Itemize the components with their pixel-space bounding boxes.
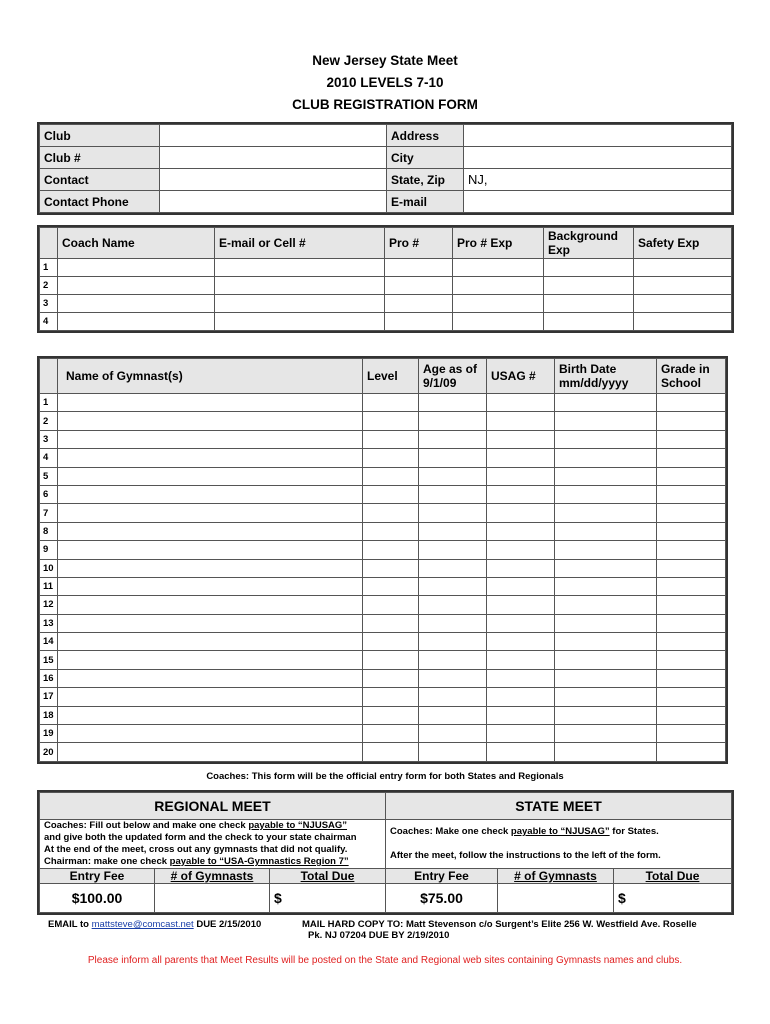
gymnast-cell[interactable] [657,688,726,706]
address-label: Address [387,125,464,147]
gymnast-cell[interactable] [363,412,419,430]
gymnast-row [40,651,726,669]
gymnast-cell[interactable] [363,596,419,614]
gymnast-cell[interactable] [419,467,487,485]
gymnast-row [40,743,726,761]
gymnast-cell[interactable] [58,541,363,559]
coach-cell[interactable] [453,313,544,331]
gymnast-cell[interactable] [58,614,363,632]
gymnast-cell[interactable] [657,394,726,412]
gymnast-cell[interactable] [555,522,657,540]
gymnast-cell[interactable] [363,430,419,448]
coach-row [40,313,732,331]
gymnast-row-number: 9 [40,541,58,559]
coach-cell[interactable] [215,313,385,331]
gymnast-cell[interactable] [555,559,657,577]
gymnast-cell[interactable] [555,688,657,706]
mail-instructions: MAIL HARD COPY TO: Matt Stevenson c/o Surgent’s Elite 256 W. Westfield Ave. Roselle Pk. NJ 07204 DUE BY 2/19/2010 [302,919,697,941]
gymnast-cell[interactable] [487,430,555,448]
state-total-due-header: Total Due [614,869,732,884]
gymnast-col-header: Level [363,359,419,394]
gymnast-cell[interactable] [555,614,657,632]
coach-cell[interactable] [58,313,215,331]
gymnast-cell[interactable] [487,485,555,503]
gymnast-cell[interactable] [363,651,419,669]
gymnast-cell[interactable] [555,725,657,743]
gymnast-cell[interactable] [419,430,487,448]
gymnast-row [40,522,726,540]
gymnast-cell[interactable] [487,467,555,485]
coach-cell[interactable] [385,277,453,295]
gymnast-row [40,688,726,706]
gymnast-cell[interactable] [487,559,555,577]
gymnast-cell[interactable] [657,651,726,669]
gymnast-row-number: 13 [40,614,58,632]
gymnast-cell[interactable] [487,596,555,614]
club-field[interactable] [160,125,387,147]
gymnast-cell[interactable] [58,725,363,743]
gymnast-cell[interactable] [419,412,487,430]
gymnast-row-number: 17 [40,688,58,706]
gymnast-cell[interactable] [419,743,487,761]
coach-cell[interactable] [453,295,544,313]
state-entry-fee: $75.00 [386,884,498,913]
state-zip-field[interactable]: NJ, [464,169,732,191]
gymnast-col-header: USAG # [487,359,555,394]
gymnast-cell[interactable] [555,743,657,761]
gymnast-col-header: Birth Date mm/dd/yyyy [555,359,657,394]
gymnast-row-number: 20 [40,743,58,761]
gymnast-cell[interactable] [657,725,726,743]
gymnast-cell[interactable] [58,651,363,669]
gymnast-cell[interactable] [487,577,555,595]
gymnast-cell[interactable] [419,633,487,651]
gymnast-cell[interactable] [487,449,555,467]
regional-meet-title: REGIONAL MEET [40,793,386,820]
gymnast-cell[interactable] [419,541,487,559]
club-number-field[interactable] [160,147,387,169]
coach-cell[interactable] [215,295,385,313]
gymnast-col-header: Age as of 9/1/09 [419,359,487,394]
email-label: E-mail [387,191,464,213]
gymnast-cell[interactable] [487,614,555,632]
gymnast-row-number: 5 [40,467,58,485]
coach-cell[interactable] [544,295,634,313]
gymnast-cell[interactable] [657,541,726,559]
gymnast-cell[interactable] [487,651,555,669]
coach-cell[interactable] [634,313,732,331]
coach-row-number: 2 [40,277,58,295]
coach-cell[interactable] [385,259,453,277]
state-instructions: Coaches: Make one check payable to “NJUSAG” for States. After the meet, follow the instructions to the left of the form. [386,820,732,869]
gymnast-cell[interactable] [657,706,726,724]
gymnast-cell[interactable] [555,651,657,669]
gymnast-cell[interactable] [657,596,726,614]
gymnast-cell[interactable] [555,412,657,430]
coaches-note: Coaches: This form will be the official entry form for both States and Regionals [206,771,564,782]
gymnast-cell[interactable] [555,394,657,412]
state-num-gymnasts-header: # of Gymnasts [498,869,614,884]
gymnast-row-number: 18 [40,706,58,724]
coach-cell[interactable] [634,259,732,277]
gymnast-cell[interactable] [419,559,487,577]
gymnast-cell[interactable] [363,688,419,706]
contact-field[interactable] [160,169,387,191]
gymnast-cell[interactable] [657,449,726,467]
gymnast-row-number: 19 [40,725,58,743]
gymnast-cell[interactable] [555,504,657,522]
gymnast-cell[interactable] [419,449,487,467]
gymnast-cell[interactable] [657,430,726,448]
coach-cell[interactable] [544,313,634,331]
gymnast-row [40,449,726,467]
gymnast-cell[interactable] [363,577,419,595]
gymnast-cell[interactable] [657,633,726,651]
gymnast-row-number: 10 [40,559,58,577]
gymnast-cell[interactable] [487,725,555,743]
coach-row [40,277,732,295]
regional-total-due-field[interactable]: $ [270,884,386,913]
gymnast-cell[interactable] [555,467,657,485]
email-instructions: EMAIL to mattsteve@comcast.net DUE 2/15/2010 [48,919,262,930]
gymnast-row-number: 14 [40,633,58,651]
state-num-gymnasts-field[interactable] [498,884,614,913]
gymnast-cell[interactable] [58,412,363,430]
gymnast-row-number: 16 [40,669,58,687]
gymnast-cell[interactable] [555,541,657,559]
gymnast-cell[interactable] [58,485,363,503]
gymnast-cell[interactable] [487,669,555,687]
gymnast-cell[interactable] [657,743,726,761]
gymnast-cell[interactable] [657,412,726,430]
gymnast-cell[interactable] [58,522,363,540]
gymnast-cell[interactable] [487,394,555,412]
results-notice: Please inform all parents that Meet Results will be posted on the State and Regional web sites containing Gymnasts names and clubs. [87,955,683,966]
coach-col-header: E-mail or Cell # [215,228,385,259]
state-entry-fee-header: Entry Fee [386,869,498,884]
gymnasts-table [39,358,726,762]
gymnast-row [40,633,726,651]
gymnast-cell[interactable] [657,504,726,522]
meet-fees-table [39,792,732,913]
contact-label: Contact [40,169,160,191]
coach-cell[interactable] [215,277,385,295]
gymnast-row-number: 2 [40,412,58,430]
coach-cell[interactable] [453,259,544,277]
gymnast-row [40,504,726,522]
state-total-due-field[interactable]: $ [614,884,732,913]
gymnast-cell[interactable] [419,669,487,687]
gymnast-cell[interactable] [363,743,419,761]
coach-cell[interactable] [634,295,732,313]
gymnast-cell[interactable] [555,430,657,448]
gymnast-cell[interactable] [555,669,657,687]
gymnast-cell[interactable] [363,559,419,577]
gymnast-cell[interactable] [363,449,419,467]
gymnast-cell[interactable] [58,430,363,448]
gymnast-row-number: 4 [40,449,58,467]
gymnast-cell[interactable] [363,669,419,687]
gymnast-cell[interactable] [419,577,487,595]
gymnast-cell[interactable] [58,706,363,724]
coach-cell[interactable] [215,259,385,277]
gymnast-cell[interactable] [555,449,657,467]
club-number-label: Club # [40,147,160,169]
gymnast-cell[interactable] [363,485,419,503]
coach-col-header: Coach Name [58,228,215,259]
contact-phone-field[interactable] [160,191,387,213]
gymnast-row [40,485,726,503]
gymnast-col-header: Grade in School [657,359,726,394]
gymnast-cell[interactable] [555,633,657,651]
coach-col-header: Pro # [385,228,453,259]
gymnast-cell[interactable] [419,485,487,503]
regional-entry-fee: $100.00 [40,884,155,913]
gymnast-cell[interactable] [487,504,555,522]
state-meet-title: STATE MEET [386,793,732,820]
gymnast-col-header: Name of Gymnast(s) [58,359,363,394]
gymnast-cell[interactable] [363,504,419,522]
club-label: Club [40,125,160,147]
form-title-line3: CLUB REGISTRATION FORM [292,97,478,112]
gymnast-row [40,394,726,412]
gymnast-cell[interactable] [419,706,487,724]
gymnast-cell[interactable] [58,596,363,614]
coach-col-header: Background Exp [544,228,634,259]
coach-row [40,295,732,313]
club-info-table [39,124,732,213]
coach-cell[interactable] [544,277,634,295]
regional-entry-fee-header: Entry Fee [40,869,155,884]
coach-cell[interactable] [544,259,634,277]
gymnast-row [40,577,726,595]
coach-cell[interactable] [453,277,544,295]
regional-num-gymnasts-field[interactable] [155,884,270,913]
gymnast-cell[interactable] [419,651,487,669]
gymnast-cell[interactable] [487,541,555,559]
coach-row-number: 1 [40,259,58,277]
email-field[interactable] [464,191,732,213]
city-field[interactable] [464,147,732,169]
gymnast-cell[interactable] [58,504,363,522]
gymnast-cell[interactable] [487,522,555,540]
regional-total-due-header: Total Due [270,869,386,884]
coach-row-num-header [40,228,58,259]
gymnast-cell[interactable] [363,706,419,724]
coaches-table [39,227,732,331]
state-zip-label: State, Zip [387,169,464,191]
gymnast-cell[interactable] [419,504,487,522]
coach-cell[interactable] [58,295,215,313]
gymnast-cell[interactable] [419,394,487,412]
gymnast-row [40,559,726,577]
gymnast-row [40,706,726,724]
gymnast-row-num-header [40,359,58,394]
address-field[interactable] [464,125,732,147]
gymnast-row-number: 8 [40,522,58,540]
form-title-line1: New Jersey State Meet [312,53,458,68]
gymnast-cell[interactable] [555,596,657,614]
gymnast-row-number: 3 [40,430,58,448]
gymnast-cell[interactable] [58,394,363,412]
gymnast-cell[interactable] [419,522,487,540]
gymnast-cell[interactable] [487,743,555,761]
email-link[interactable]: mattsteve@comcast.net [91,919,194,930]
coach-cell[interactable] [385,295,453,313]
gymnast-row-number: 11 [40,577,58,595]
coach-row-number: 4 [40,313,58,331]
gymnast-cell[interactable] [363,541,419,559]
gymnast-row [40,725,726,743]
gymnast-cell[interactable] [363,614,419,632]
coach-cell[interactable] [385,313,453,331]
coach-cell[interactable] [634,277,732,295]
gymnast-cell[interactable] [487,706,555,724]
gymnast-cell[interactable] [419,725,487,743]
coach-row [40,259,732,277]
gymnast-row-number: 7 [40,504,58,522]
gymnast-cell[interactable] [419,688,487,706]
gymnast-cell[interactable] [363,725,419,743]
gymnast-cell[interactable] [58,633,363,651]
gymnast-cell[interactable] [58,449,363,467]
gymnast-row-number: 15 [40,651,58,669]
gymnast-cell[interactable] [58,467,363,485]
gymnast-cell[interactable] [487,688,555,706]
gymnast-row [40,614,726,632]
gymnast-cell[interactable] [657,614,726,632]
gymnast-row [40,430,726,448]
gymnast-row [40,596,726,614]
coach-col-header: Safety Exp [634,228,732,259]
gymnast-cell[interactable] [419,614,487,632]
gymnast-cell[interactable] [657,669,726,687]
gymnast-cell[interactable] [363,394,419,412]
form-title-line2: 2010 LEVELS 7-10 [326,75,444,90]
gymnast-cell[interactable] [363,522,419,540]
gymnast-row [40,412,726,430]
gymnast-cell[interactable] [363,467,419,485]
coach-cell[interactable] [58,259,215,277]
gymnast-cell[interactable] [657,467,726,485]
coach-col-header: Pro # Exp [453,228,544,259]
gymnast-row [40,541,726,559]
gymnast-cell[interactable] [58,577,363,595]
gymnast-cell[interactable] [657,559,726,577]
city-label: City [387,147,464,169]
gymnast-cell[interactable] [555,485,657,503]
gymnast-cell[interactable] [487,633,555,651]
regional-instructions: Coaches: Fill out below and make one check payable to “NJUSAG” and give both the updated form and the check to your state chairman At the end of the meet, cross out any gymnasts that did not qualify. Chairman: make one check payable to “USA-Gymnastics Region 7” [40,820,386,869]
regional-num-gymnasts-header: # of Gymnasts [155,869,270,884]
gymnast-cell[interactable] [58,688,363,706]
gymnast-cell[interactable] [555,577,657,595]
coach-row-number: 3 [40,295,58,313]
gymnast-cell[interactable] [487,412,555,430]
gymnast-cell[interactable] [363,633,419,651]
gymnast-cell[interactable] [58,669,363,687]
coach-cell[interactable] [58,277,215,295]
gymnast-cell[interactable] [657,522,726,540]
gymnast-row-number: 12 [40,596,58,614]
gymnast-row-number: 1 [40,394,58,412]
gymnast-row [40,467,726,485]
gymnast-cell[interactable] [657,485,726,503]
gymnast-cell[interactable] [419,596,487,614]
gymnast-cell[interactable] [555,706,657,724]
gymnast-cell[interactable] [657,577,726,595]
contact-phone-label: Contact Phone [40,191,160,213]
gymnast-cell[interactable] [58,743,363,761]
gymnast-cell[interactable] [58,559,363,577]
gymnast-row-number: 6 [40,485,58,503]
gymnast-row [40,669,726,687]
